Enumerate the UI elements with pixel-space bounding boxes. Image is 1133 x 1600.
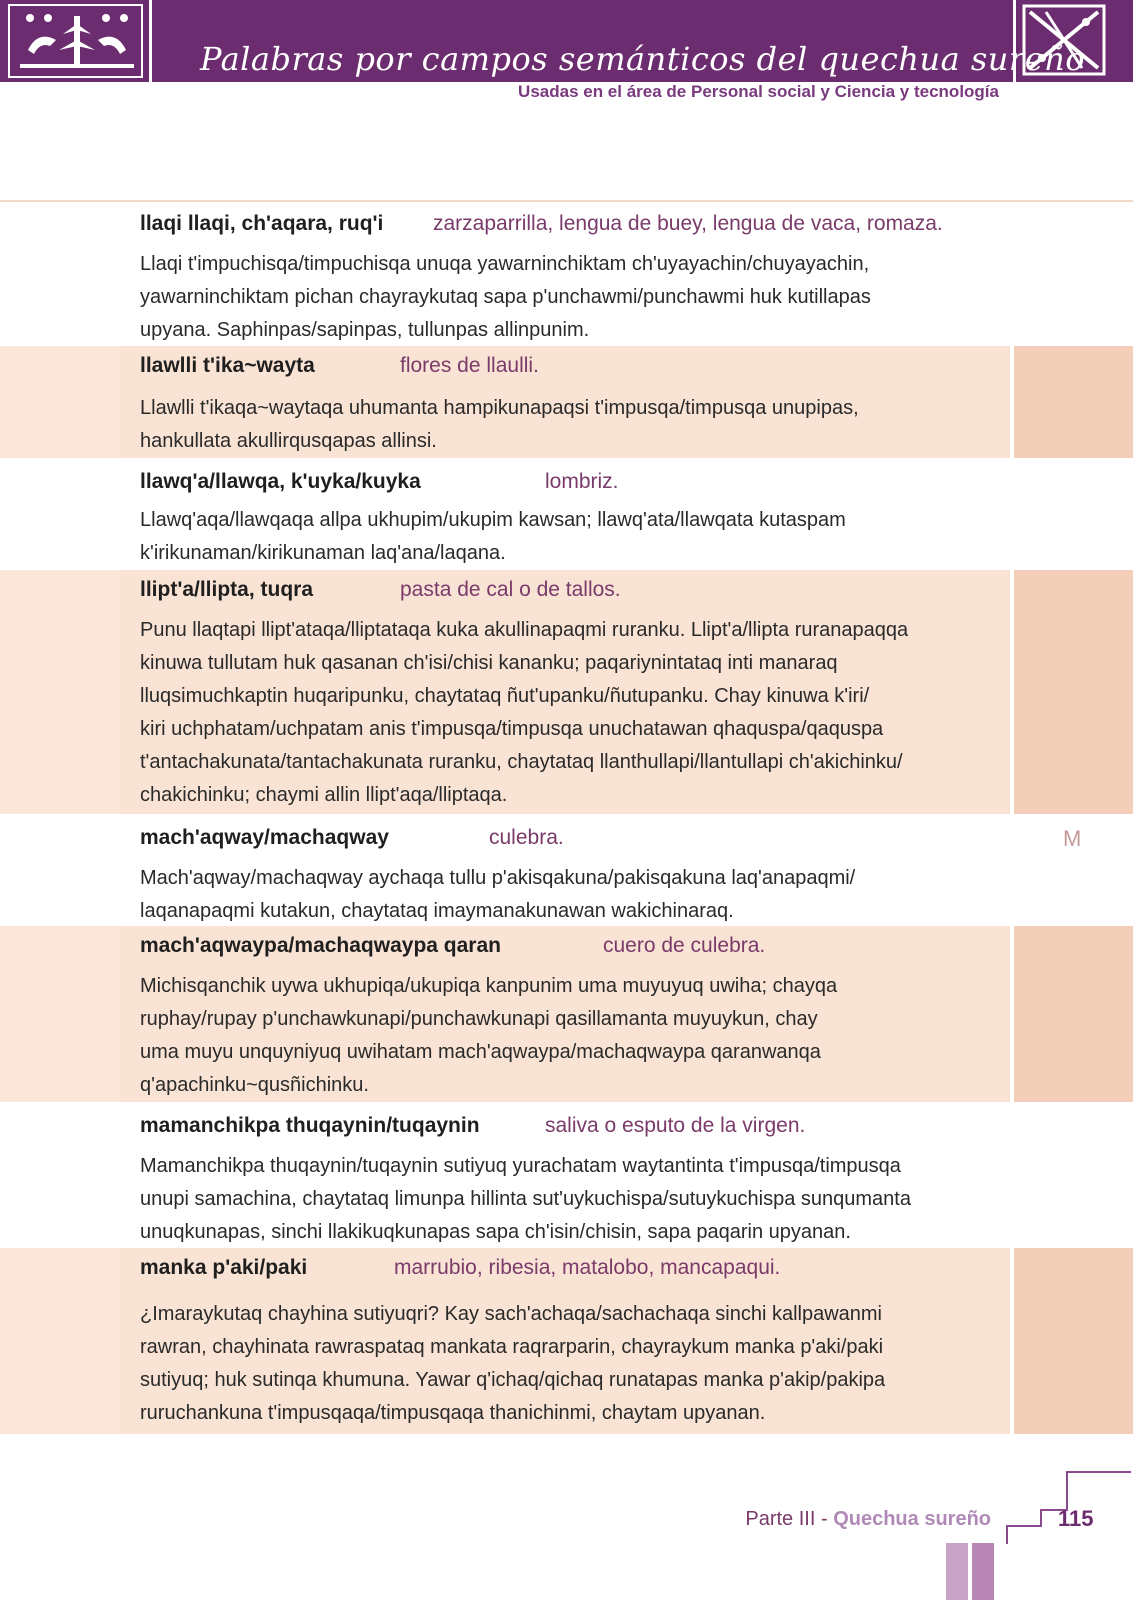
- description-line: Llawq'aqa/llawqaqa allpa ukhupim/ukupim kawsan; llawq'ata/llawqata kutaspam: [140, 509, 846, 531]
- dictionary-entry: [0, 926, 1133, 1102]
- description-line: sutiyuq; huk sutinqa khumuna. Yawar q'ichaq/qichaq runatapas manka p'akip/pakipa: [140, 1369, 886, 1391]
- description-line: unuqkunapas, sinchi llakikuqkunapas sapa ch'isin/chisin, sapa paqarin upyanan.: [140, 1221, 851, 1243]
- entry-gloss: lombriz.: [545, 470, 619, 493]
- section-letter-marker: M: [1063, 826, 1082, 851]
- description-line: ruphay/rupay p'unchawkunapi/punchawkunapi qasillamanta muyuykun, chay: [140, 1008, 818, 1030]
- description-line: unupi samachina, chaytataq limunpa hillinta sut'uykuchispa/sutuykuchispa sunqumanta: [140, 1188, 911, 1210]
- description-line: ¿Imaraykutaq chayhina sutiyuqri? Kay sach'achaqa/sachachaqa sinchi kallpawanmi: [140, 1303, 883, 1325]
- description-line: chakichinku; chaymi allin llipt'aqa/lliptaqa.: [140, 784, 508, 806]
- entry-gloss: culebra.: [489, 826, 564, 849]
- description-line: yawarninchiktam pichan chayraykutaq sapa p'unchawmi/punchawmi huk kutillapas: [140, 286, 871, 308]
- description-line: ruruchankuna t'impusqaqa/timpusqaqa thanichinmi, chaytam upyanan.: [140, 1402, 766, 1424]
- description-line: Llaqi t'impuchisqa/timpuchisqa unuqa yawarninchiktam ch'uyayachin/chuyayachin,: [140, 253, 870, 275]
- dictionary-entry: [0, 1248, 1133, 1434]
- entry-gloss: pasta de cal o de tallos.: [400, 578, 621, 601]
- entry-description: [140, 504, 1010, 570]
- birds-tree-ornament-icon: [10, 6, 144, 76]
- entry-term: llawq'a/llawqa, k'uyka/kuyka: [140, 470, 421, 493]
- entry-gloss: zarzaparrilla, lengua de buey, lengua de vaca, romaza.: [433, 212, 943, 235]
- footer-section: Quechua sureño: [833, 1508, 991, 1530]
- footer-part: Parte III -: [745, 1508, 834, 1530]
- description-line: rawran, chayhinata rawraspataq mankata raqrarparin, chayraykum manka p'aki/paki: [140, 1336, 884, 1358]
- page-subtitle: Usadas en el área de Personal social y Ciencia y tecnología: [518, 82, 999, 101]
- entry-term: mach'aqway/machaqway: [140, 826, 389, 849]
- description-line: upyana. Saphinpas/sapinpas, tullunpas allinpunim.: [140, 319, 590, 341]
- description-line: Mamanchikpa thuqaynin/tuqaynin sutiyuq yurachatam waytantinta t'impusqa/timpusqa: [140, 1155, 901, 1177]
- ornament-frame: [8, 4, 143, 78]
- entry-gloss: cuero de culebra.: [603, 934, 766, 957]
- entry-gloss: marrubio, ribesia, matalobo, mancapaqui.: [394, 1256, 781, 1279]
- dictionary-entry: [0, 570, 1133, 814]
- entry-description: [140, 1150, 1010, 1249]
- description-line: hankullata akullirqusqapas allinsi.: [140, 430, 437, 452]
- entry-description: [140, 614, 1010, 812]
- description-line: Llawlli t'ikaqa~waytaqa uhumanta hampikunapaqsi t'impusqa/timpusqa unupipas,: [140, 397, 859, 419]
- entry-term: llawlli t'ika~wayta: [140, 354, 315, 377]
- description-line: Mach'aqway/machaqway aychaqa tullu p'akisqakuna/pakisqakuna laq'anapaqmi/: [140, 867, 856, 889]
- description-line: Punu llaqtapi llipt'ataqa/lliptataqa kuka akullinapaqmi ruranku. Llipt'a/llipta ruranapaqqa: [140, 619, 909, 641]
- header-left-ornament: [2, 0, 152, 82]
- description-line: uma muyu unquyniyuq uwihatam mach'aqwaypa/machaqwaypa qaranwanqa: [140, 1041, 821, 1063]
- entry-term: mamanchikpa thuqaynin/tuqaynin: [140, 1114, 480, 1137]
- entry-term: llaqi llaqi, ch'aqara, ruq'i: [140, 212, 384, 235]
- dictionary-entry: [0, 346, 1133, 458]
- description-line: Michisqanchik uywa ukhupiqa/ukupiqa kanpunim uma muyuyuq uwiha; chayqa: [140, 975, 838, 997]
- dictionary-entry: [0, 1106, 1133, 1244]
- page-title: Palabras por campos semánticos del quechua sureño: [200, 40, 1085, 78]
- entry-description: [140, 862, 1010, 928]
- entry-term: manka p'aki/paki: [140, 1256, 308, 1279]
- entry-description: [140, 248, 1010, 347]
- footer-bar: [946, 1543, 968, 1600]
- description-line: t'antachakunata/tantachakunata ruranku, chaytataq llanthullapi/llantullapi ch'akichinku/: [140, 751, 903, 773]
- description-line: q'apachinku~qusñichinku.: [140, 1074, 369, 1096]
- description-line: k'irikunaman/kirikunaman laq'ana/laqana.: [140, 542, 506, 564]
- dictionary-entry: [0, 462, 1133, 566]
- footer-bar: [972, 1543, 994, 1600]
- entry-description: [140, 970, 1010, 1102]
- entry-description: [140, 392, 1010, 458]
- footer-section-label: [745, 1508, 991, 1531]
- entry-description: [140, 1298, 1010, 1430]
- description-line: kiri uchphatam/uchpatam anis t'impusqa/timpusqa unuchatawan qhaquspa/qaquspa: [140, 718, 884, 740]
- entry-term: llipt'a/llipta, tuqra: [140, 578, 314, 601]
- entry-gloss: saliva o esputo de la virgen.: [545, 1114, 806, 1137]
- dictionary-entry: [0, 818, 1133, 922]
- description-line: kinuwa tullutam huk qasanan ch'isi/chisi kananku; paqariynintataq inti manaraq: [140, 652, 838, 674]
- entry-gloss: flores de llaulli.: [400, 354, 539, 377]
- dictionary-entry: [0, 204, 1133, 342]
- divider: [0, 200, 1133, 202]
- description-line: laqanapaqmi kutakun, chaytataq imaymanakunawan wakichinaraq.: [140, 900, 734, 922]
- description-line: lluqsimuchkaptin huqaripunku, chaytataq ñut'upanku/ñutupanku. Chay kinuwa k'iri/: [140, 685, 870, 707]
- page-number: 115: [1058, 1506, 1094, 1531]
- entry-term: mach'aqwaypa/machaqwaypa qaran: [140, 934, 501, 957]
